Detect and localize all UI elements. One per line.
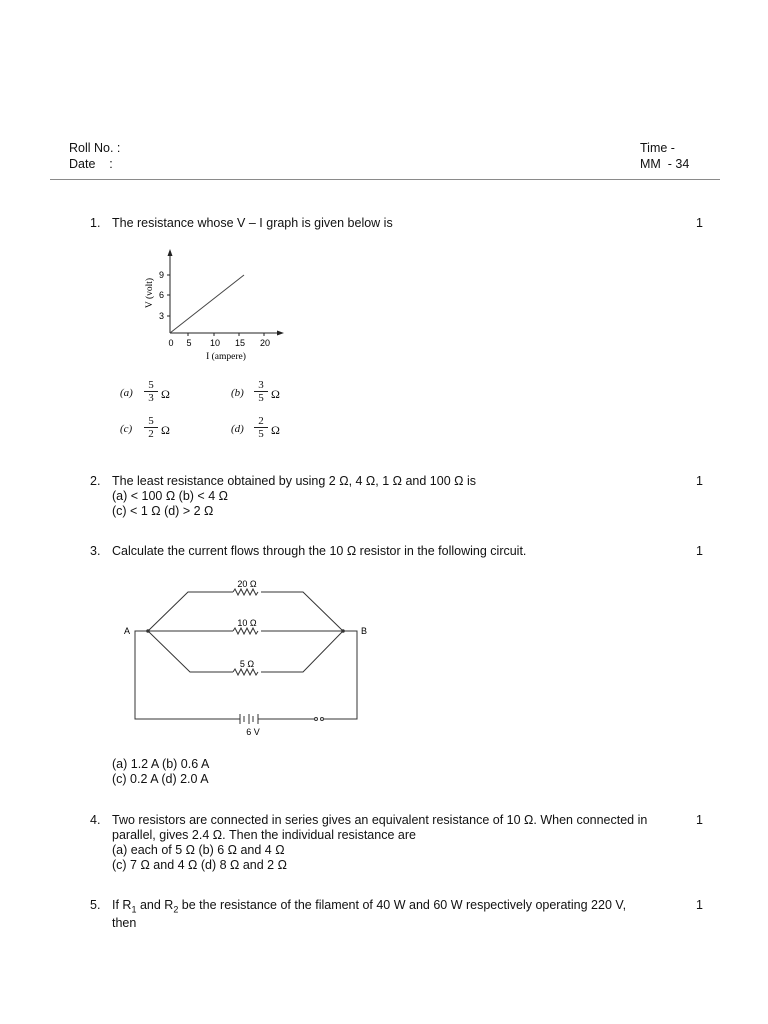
q4-number: 4.: [90, 813, 101, 827]
q5-number: 5.: [90, 898, 101, 912]
q3-text: Calculate the current flows through the 10 Ω resistor in the following circuit.: [112, 544, 527, 558]
x-tick-20: 20: [259, 338, 271, 348]
q5-text-part3: be the resistance of the filament of 40 W and 60 W respectively operating 220 V,: [178, 898, 627, 912]
y-tick-6: 6: [158, 290, 164, 300]
q1-option-b-fraction: $\frac{3}{5}$: [254, 379, 268, 404]
battery-label: 6 V: [246, 727, 260, 737]
resistor-5-label: 5 Ω: [239, 659, 255, 669]
q4-options-line1: (a) each of 5 Ω (b) 6 Ω and 4 Ω: [112, 843, 285, 857]
q4-options-line2: (c) 7 Ω and 4 Ω (d) 8 Ω and 2 Ω: [112, 858, 287, 872]
x-tick-15: 15: [234, 338, 246, 348]
q2-options-line1: (a) < 100 Ω (b) < 4 Ω: [112, 489, 228, 503]
circuit-diagram: [118, 574, 380, 740]
q1-option-b-unit: Ω: [271, 387, 280, 401]
q5-marks: 1: [696, 898, 703, 912]
q4-text: Two resistors are connected in series gives an equivalent resistance of 10 Ω. When connected in: [112, 813, 648, 827]
q2-text: The least resistance obtained by using 2 Ω, 4 Ω, 1 Ω and 100 Ω is: [112, 474, 476, 488]
q3-options-line2: (c) 0.2 A (d) 2.0 A: [112, 772, 209, 786]
q2-options-line2: (c) < 1 Ω (d) > 2 Ω: [112, 504, 214, 518]
time-label: Time -: [640, 141, 675, 155]
q1-option-d-unit: Ω: [271, 423, 280, 437]
q1-option-a-label: (a): [120, 387, 133, 399]
x-tick-10: 10: [209, 338, 221, 348]
x-tick-5: 5: [186, 338, 192, 348]
q1-option-c-fraction: $\frac{5}{2}$: [144, 415, 158, 440]
q5-subscript-1: 1: [131, 904, 137, 915]
q5-subscript-2: 2: [173, 904, 179, 915]
q3-options-line1: (a) 1.2 A (b) 0.6 A: [112, 757, 210, 771]
q1-option-c-label: (c): [120, 423, 133, 435]
node-b-label: B: [361, 626, 368, 636]
q3-marks: 1: [696, 544, 703, 558]
vi-graph-line: [170, 275, 244, 333]
q1-option-b-label: (b): [231, 387, 244, 399]
node-a-label: A: [124, 626, 131, 636]
y-tick-3: 3: [158, 311, 164, 321]
vi-graph: [140, 245, 290, 365]
q1-text: The resistance whose V – I graph is given below is: [112, 216, 393, 230]
q1-marks: 1: [696, 216, 703, 230]
y-tick-9: 9: [158, 270, 164, 280]
q1-option-a-unit: Ω: [161, 387, 170, 401]
y-axis-label: V (volt): [145, 277, 155, 309]
q5-text-part2: and R: [136, 898, 174, 912]
x-axis-label: I (ampere): [206, 352, 246, 362]
q5-text-line2: then: [112, 916, 137, 930]
header-divider: [50, 179, 720, 180]
q4-marks: 1: [696, 813, 703, 827]
q5-text-part1: If R: [112, 898, 132, 912]
q1-option-d-label: (d): [231, 423, 244, 435]
max-marks-label: MM - 34: [640, 157, 690, 171]
q1-option-c-unit: Ω: [161, 423, 170, 437]
resistor-10-label: 10 Ω: [237, 618, 257, 628]
q2-number: 2.: [90, 474, 101, 488]
date-label: Date :: [69, 157, 113, 171]
q3-number: 3.: [90, 544, 101, 558]
q1-option-d-fraction: $\frac{2}{5}$: [254, 415, 268, 440]
x-tick-0: 0: [168, 338, 174, 348]
q1-option-a-fraction: $\frac{5}{3}$: [144, 379, 158, 404]
q2-marks: 1: [696, 474, 703, 488]
q4-text-line2: parallel, gives 2.4 Ω. Then the individual resistance are: [112, 828, 416, 842]
q1-number: 1.: [90, 216, 101, 230]
q5-text: [112, 898, 626, 918]
resistor-20-label: 20 Ω: [237, 579, 257, 589]
roll-no-label: Roll No. :: [69, 141, 121, 155]
